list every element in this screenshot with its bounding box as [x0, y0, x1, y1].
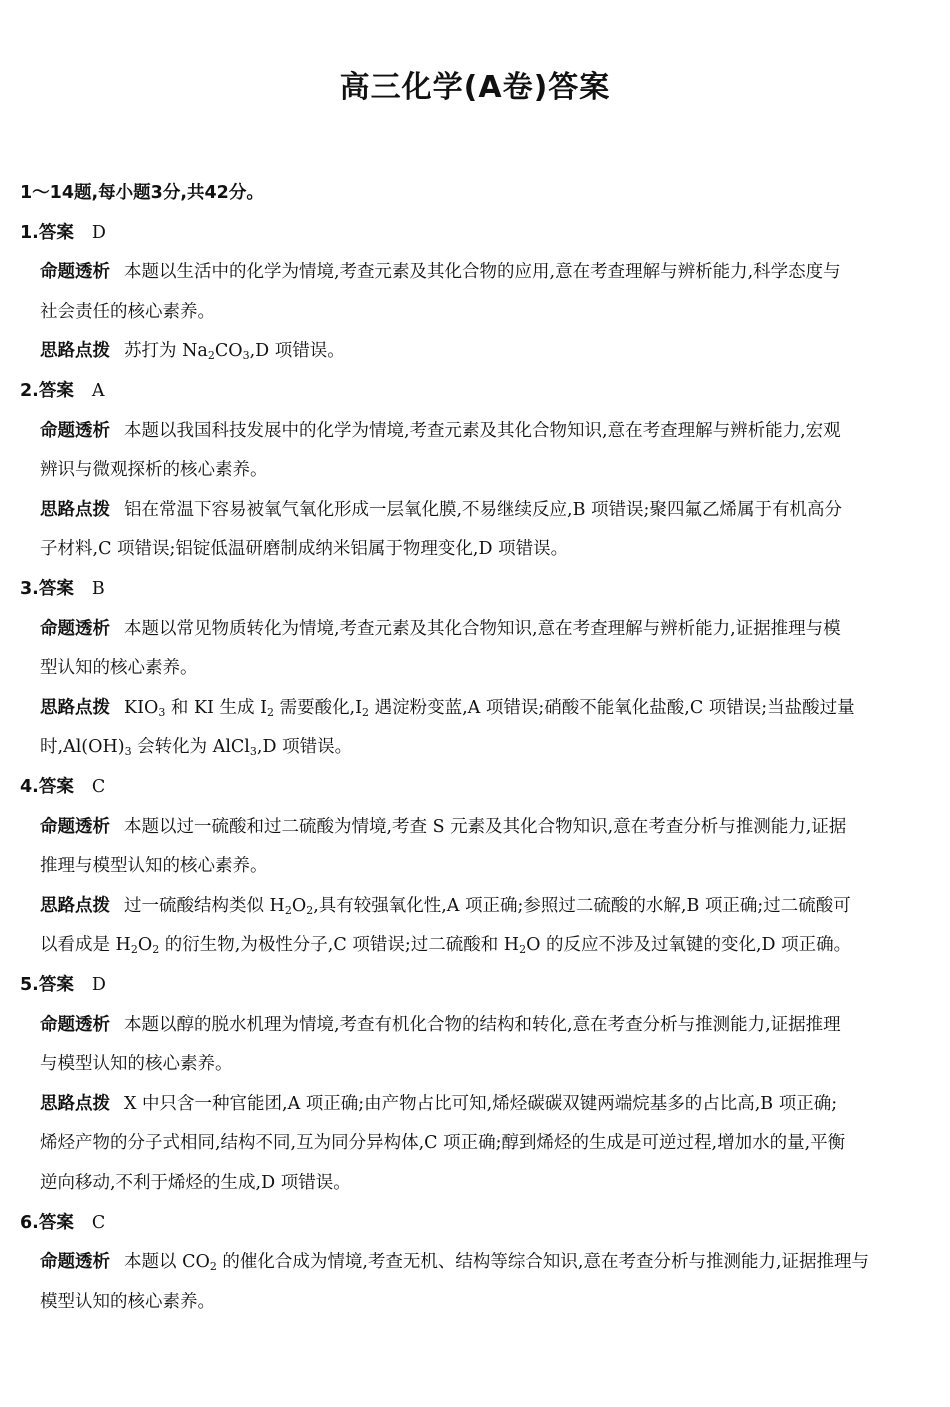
question-number: 1. [20, 223, 39, 243]
hint-label: 思路点拨 [40, 698, 110, 718]
answer-label: 答案 [38, 381, 74, 401]
hint-text: ,具有较强氧化性,A 项正确;参照过二硫酸的水解,B 项正确;过二硫酸可 [313, 896, 851, 916]
question-4-hint-cont [40, 933, 930, 957]
question-number: 2. [20, 381, 39, 401]
question-number: 3. [20, 579, 39, 599]
page-title: 高三化学(A卷)答案 [339, 70, 611, 105]
question-5-hint [40, 1092, 930, 1116]
question-5-analysis-cont: 与模型认知的核心素养。 [40, 1054, 233, 1074]
analysis-text: 本题以醇的脱水机理为情境,考查有机化合物的结构和转化,意在考查分析与推测能力,证据推理 [124, 1015, 841, 1035]
answer-label: 答案 [38, 777, 74, 797]
question-3-header [20, 577, 910, 601]
question-1-analysis-cont: 社会责任的核心素养。 [40, 302, 215, 322]
hint-text: 过一硫酸结构类似 H [124, 896, 285, 916]
question-3-analysis-cont: 型认知的核心素养。 [40, 658, 198, 678]
question-4-analysis [40, 815, 930, 839]
analysis-text: 本题以生活中的化学为情境,考查元素及其化合物的应用,意在考查理解与辨析能力,科学态度与 [124, 262, 841, 282]
analysis-text: 的催化合成为情境,考查无机、结构等综合知识,意在考查分析与推测能力,证据推理与 [216, 1252, 870, 1272]
hint-text: 的衍生物,为极性分子,C 项错误;过二硫酸和 H [159, 935, 520, 955]
subscript: 2 [306, 904, 314, 917]
question-3-hint [40, 696, 930, 720]
hint-text: O [137, 935, 153, 955]
hint-text: 以看成是 H [40, 935, 131, 955]
question-3-hint-cont [40, 735, 930, 759]
hint-text: 和 KI 生成 I [165, 698, 267, 718]
question-number: 6. [20, 1213, 39, 1233]
analysis-label: 命题透析 [40, 262, 110, 282]
subscript: 2 [362, 706, 370, 719]
question-number: 5. [20, 975, 39, 995]
subscript: 3 [242, 349, 250, 362]
hint-text: 需要酸化,I [274, 698, 363, 718]
question-6-analysis [40, 1250, 930, 1274]
hint-text: 会转化为 AlCl [131, 737, 250, 757]
question-2-hint-cont: 子材料,C 项错误;铝锭低温研磨制成纳米铝属于物理变化,D 项错误。 [40, 539, 569, 559]
answer-label: 答案 [38, 1213, 74, 1233]
answer-label: 答案 [38, 223, 74, 243]
question-1-analysis [40, 260, 930, 284]
subscript: 2 [130, 943, 138, 956]
analysis-label: 命题透析 [40, 817, 110, 837]
answer-value: D [91, 223, 106, 243]
hint-text: CO [214, 341, 243, 361]
answer-value: A [91, 381, 105, 401]
hint-text: 时,Al(OH) [40, 737, 125, 757]
subscript: 3 [249, 745, 257, 758]
question-1-header [20, 221, 910, 245]
answer-label: 答案 [38, 579, 74, 599]
answer-value: B [91, 579, 105, 599]
hint-text: ,D 项错误。 [249, 341, 345, 361]
question-6-header [20, 1211, 910, 1235]
analysis-text: 本题以过一硫酸和过二硫酸为情境,考查 S 元素及其化合物知识,意在考查分析与推测能力,证据 [124, 817, 847, 837]
analysis-label: 命题透析 [40, 421, 110, 441]
answer-value: C [91, 1213, 106, 1233]
question-5-hint-cont: 烯烃产物的分子式相同,结构不同,互为同分异构体,C 项正确;醇到烯烃的生成是可逆过程,增加水的量,平衡 [40, 1133, 846, 1153]
answer-value: D [91, 975, 106, 995]
subscript: 3 [124, 745, 132, 758]
question-4-hint [40, 894, 930, 918]
hint-text: ,D 项错误。 [256, 737, 353, 757]
answer-value: C [91, 777, 106, 797]
question-2-hint [40, 498, 930, 522]
subscript: 2 [284, 904, 292, 917]
hint-label: 思路点拨 [40, 341, 110, 361]
hint-text: 铝在常温下容易被氧气氧化形成一层氧化膜,不易继续反应,B 项错误;聚四氟乙烯属于有机高分 [124, 500, 842, 520]
analysis-text: 本题以常见物质转化为情境,考查元素及其化合物知识,意在考查理解与辨析能力,证据推理与模 [124, 619, 841, 639]
question-5-analysis [40, 1013, 930, 1037]
subscript: 2 [207, 349, 215, 362]
question-1-hint [40, 339, 930, 363]
question-4-analysis-cont: 推理与模型认知的核心素养。 [40, 856, 268, 876]
hint-label: 思路点拨 [40, 500, 110, 520]
question-2-header [20, 379, 910, 403]
analysis-label: 命题透析 [40, 1015, 110, 1035]
question-6-analysis-cont: 模型认知的核心素养。 [40, 1292, 215, 1312]
subscript: 3 [158, 706, 166, 719]
question-5-hint-cont: 逆向移动,不利于烯烃的生成,D 项错误。 [40, 1173, 351, 1193]
subscript: 2 [209, 1260, 217, 1273]
analysis-text: 本题以 CO [124, 1252, 210, 1272]
subscript: 2 [267, 706, 274, 719]
hint-label: 思路点拨 [40, 1094, 110, 1114]
analysis-label: 命题透析 [40, 619, 110, 639]
hint-text: X 中只含一种官能团,A 项正确;由产物占比可知,烯烃碳碳双键两端烷基多的占比高,B 项正确; [124, 1094, 838, 1114]
subscript: 2 [519, 943, 527, 956]
hint-text: 苏打为 Na [124, 341, 208, 361]
hint-label: 思路点拨 [40, 896, 110, 916]
hint-text: 遇淀粉变蓝,A 项错误;硝酸不能氧化盐酸,C 项错误;当盐酸过量 [369, 698, 855, 718]
question-number: 4. [20, 777, 39, 797]
question-3-analysis [40, 617, 930, 641]
hint-text: O 的反应不涉及过氧键的变化,D 项正确。 [526, 935, 852, 955]
question-2-analysis [40, 419, 930, 443]
question-4-header [20, 775, 910, 799]
intro-text: 1～14题,每小题3分,共42分。 [20, 183, 264, 203]
answer-label: 答案 [38, 975, 74, 995]
subscript: 2 [152, 943, 160, 956]
question-2-analysis-cont: 辨识与微观探析的核心素养。 [40, 460, 268, 480]
hint-text: KIO [124, 698, 159, 718]
hint-text: O [291, 896, 307, 916]
analysis-label: 命题透析 [40, 1252, 110, 1272]
analysis-text: 本题以我国科技发展中的化学为情境,考查元素及其化合物知识,意在考查理解与辨析能力,宏观 [124, 421, 841, 441]
question-5-header [20, 973, 910, 997]
